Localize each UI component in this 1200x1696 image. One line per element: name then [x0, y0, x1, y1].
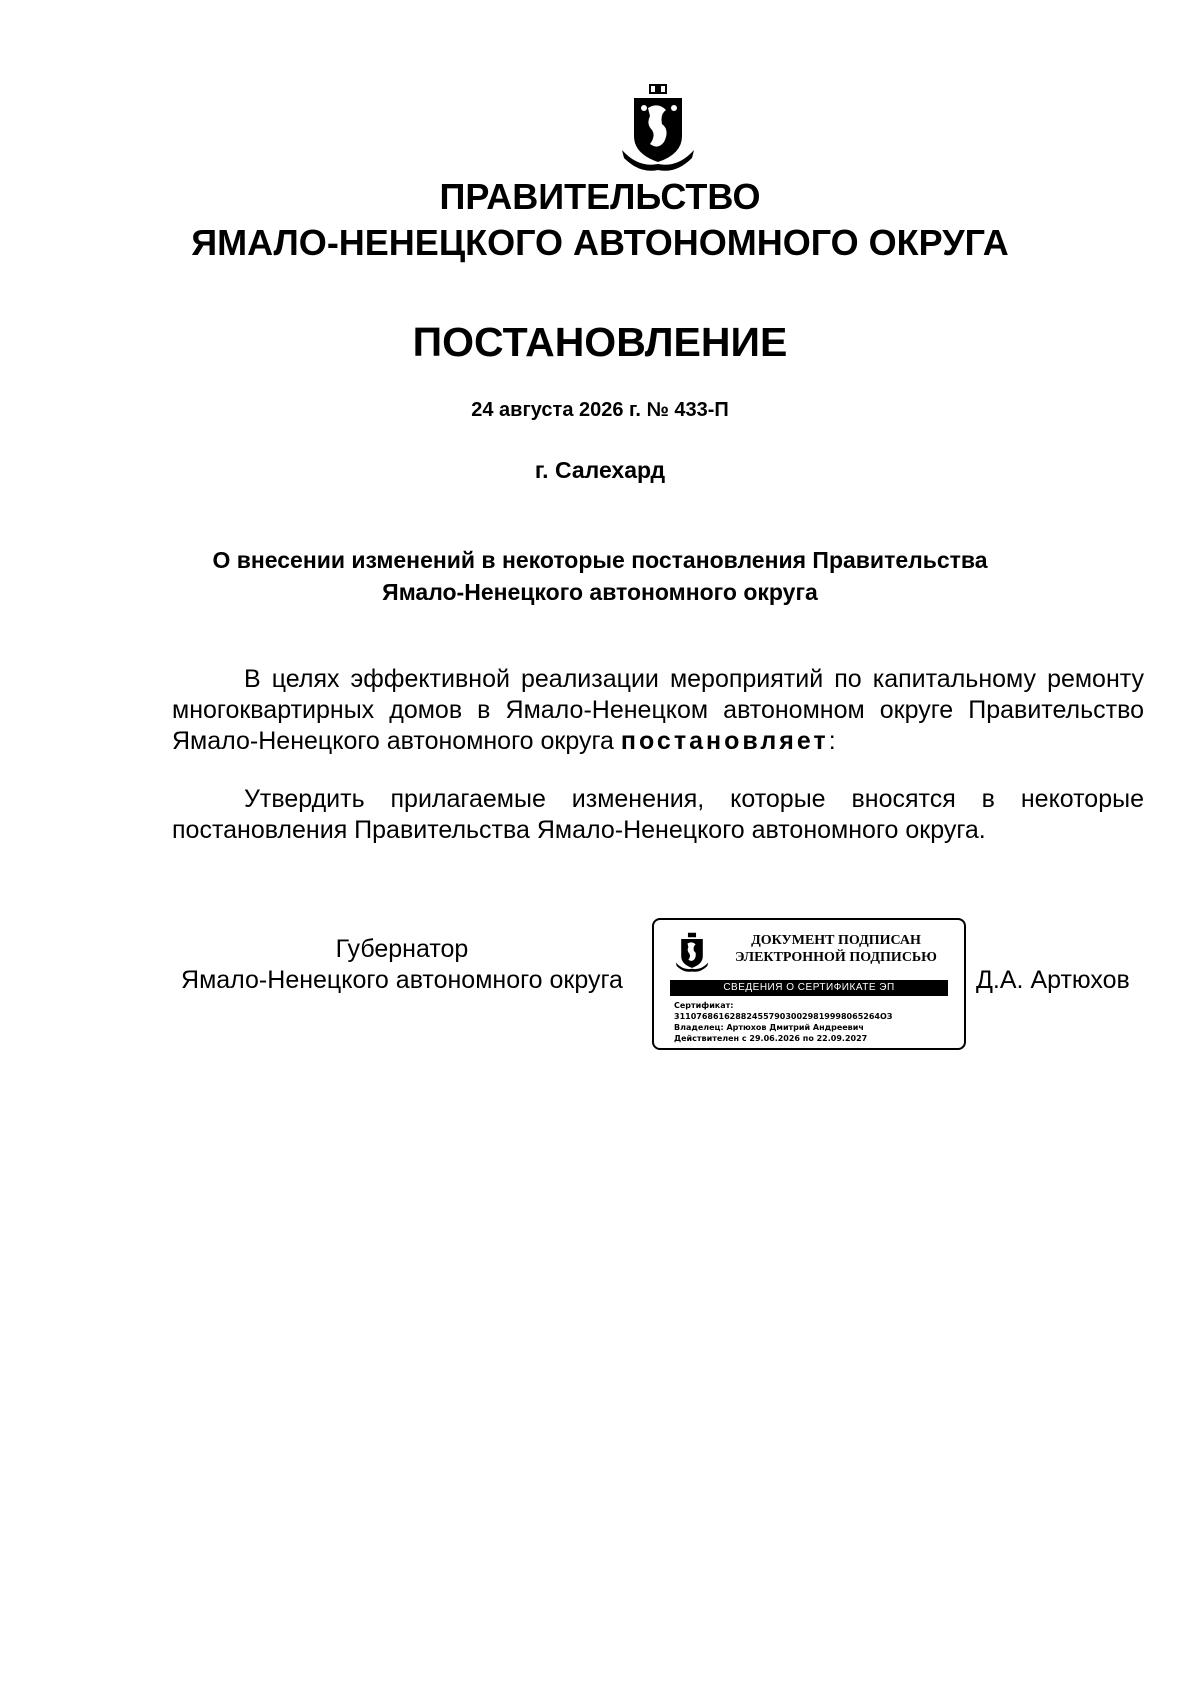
- document-date-number: 24 августа 2026 г. № 433-П: [471, 399, 729, 421]
- stamp-heading-line-1: ДОКУМЕНТ ПОДПИСАН: [751, 933, 921, 948]
- subject-line-1: О внесении изменений в некоторые постановления Правительства: [212, 547, 988, 573]
- body-paragraph-1: [172, 664, 1144, 757]
- paragraph-1-end: :: [828, 727, 836, 755]
- government-title: ПРАВИТЕЛЬСТВО: [439, 176, 761, 217]
- signatory-title-line-2: Ямало-Ненецкого автономного округа: [181, 966, 623, 994]
- certificate-owner: Владелец: Артюхов Дмитрий Андреевич: [674, 1023, 864, 1032]
- stamp-heading: [724, 932, 948, 966]
- signatory-name: Д.А. Артюхов: [976, 966, 1130, 994]
- document-subject: [0, 544, 1200, 608]
- paragraph-1-text: В целях эффективной реализации мероприятий по капитальному ремонту многоквартирных домов в Ямало-Ненецком автономном округе Правительство Ямало-Ненецкого автономного округа: [172, 665, 1144, 755]
- body-paragraph-2: Утвердить прилагаемые изменения, которые вносятся в некоторые постановления Правительства Ямало-Ненецкого автономного округа.: [172, 785, 1144, 844]
- stamp-emblem-icon: [674, 932, 710, 974]
- electronic-signature-stamp: [652, 918, 966, 1050]
- signatory-title-line-1: Губернатор: [335, 935, 469, 963]
- stamp-heading-line-2: ЭЛЕКТРОННОЙ ПОДПИСЬЮ: [735, 950, 937, 965]
- document-type: ПОСТАНОВЛЕНИЕ: [412, 319, 788, 365]
- subject-line-2: Ямало-Ненецкого автономного округа: [382, 579, 818, 605]
- resolves-keyword: постановляет: [620, 727, 829, 755]
- stamp-certificate-details: [674, 1000, 954, 1044]
- certificate-number: 3110768616288245579030029819998065264ОЗ: [674, 1012, 893, 1021]
- signatory-title: [172, 934, 632, 996]
- coat-of-arms-emblem: [618, 84, 698, 174]
- document-city: г. Салехард: [534, 457, 666, 483]
- government-region: ЯМАЛО-НЕНЕЦКОГО АВТОНОМНОГО ОКРУГА: [191, 222, 1009, 263]
- stamp-certificate-bar: СВЕДЕНИЯ О СЕРТИФИКАТЕ ЭП: [670, 980, 948, 996]
- certificate-validity: Действителен с 29.06.2026 по 22.09.2027: [674, 1034, 868, 1043]
- certificate-label: Сертификат:: [674, 1001, 734, 1010]
